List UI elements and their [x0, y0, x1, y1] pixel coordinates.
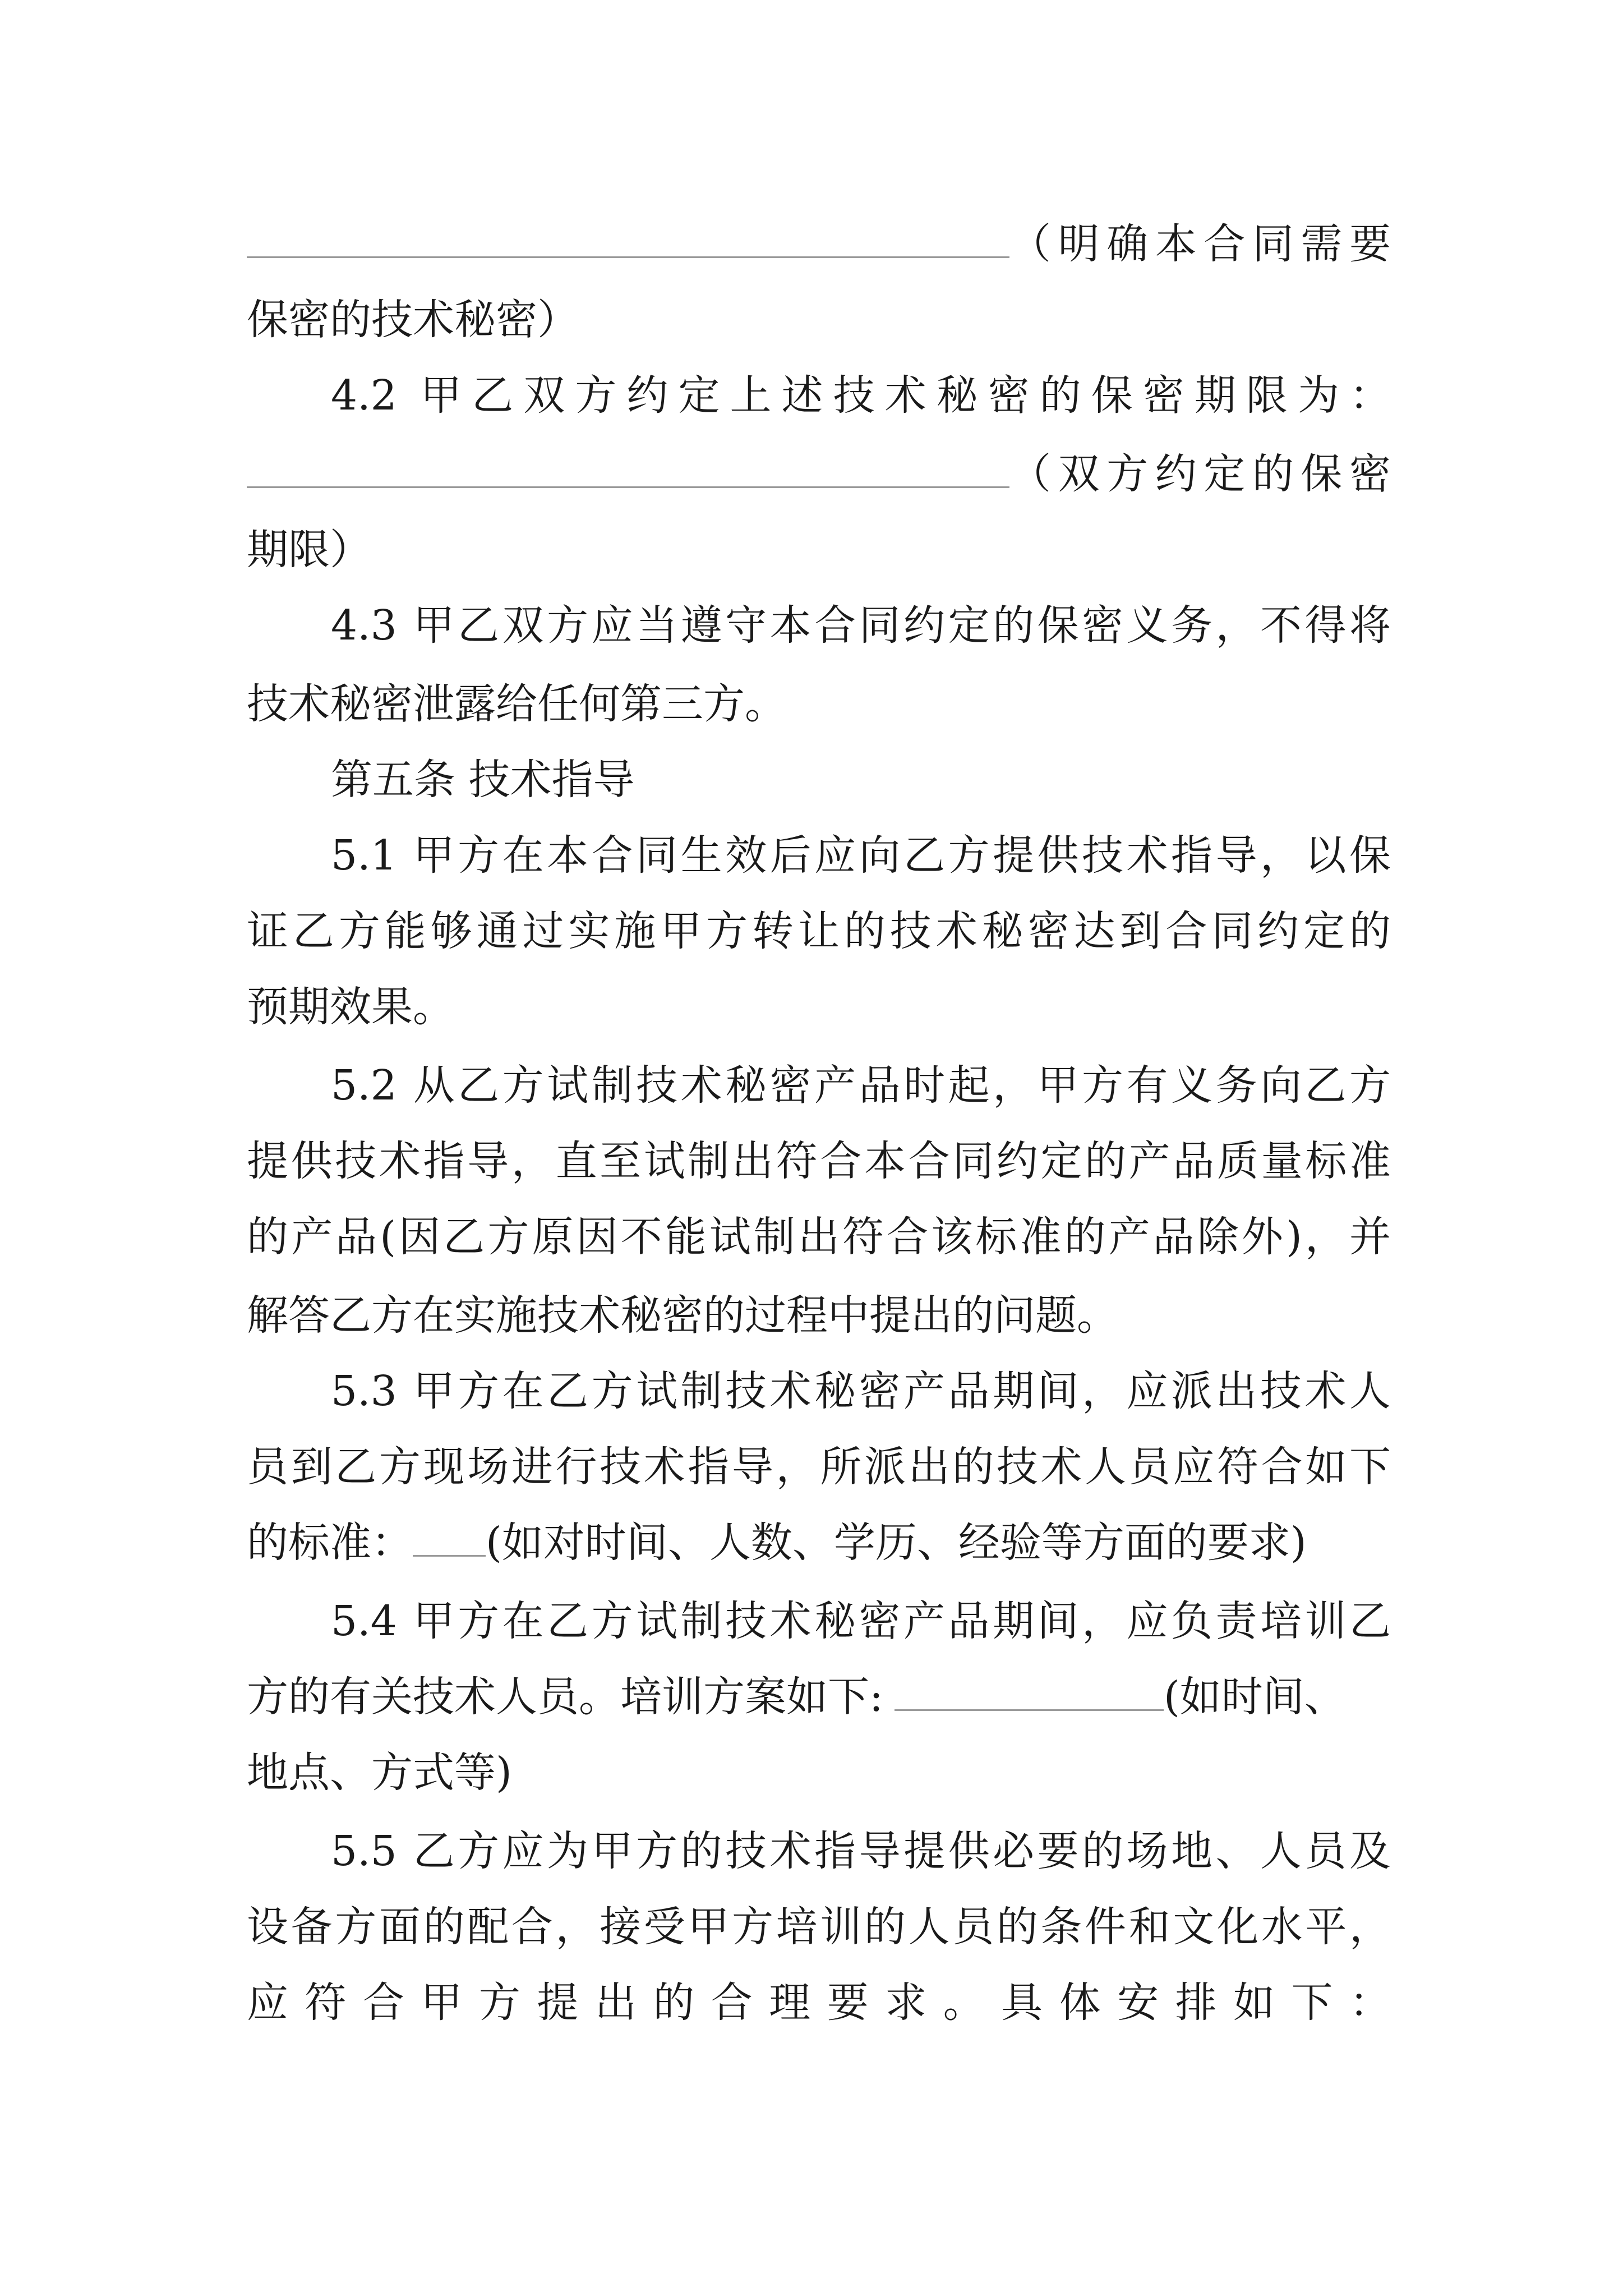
line-3: 4.2 甲乙双方约定上述技术秘密的保密期限为：: [331, 371, 1391, 420]
line-19: 5.4 甲方在乙方试制技术秘密产品期间，应负责培训乙: [331, 1597, 1391, 1645]
blank-field: [413, 1516, 486, 1557]
line-15: 解答乙方在实施技术秘密的过程中提出的问题。: [247, 1291, 1118, 1340]
line-14: 的产品(因乙方原因不能试制出符合该标准的产品除外)，并: [247, 1213, 1391, 1261]
line-4: （双方约定的保密: [247, 443, 1391, 505]
line-21: 地点、方式等): [247, 1749, 512, 1797]
line-9: 5.1 甲方在本合同生效后应向乙方提供技术指导，以保: [331, 831, 1391, 880]
section-heading: 第五条 技术指导: [331, 756, 635, 804]
line-17: 员到乙方现场进行技术指导，所派出的技术人员应符合如下: [247, 1443, 1391, 1491]
line-6: 4.3 甲乙双方应当遵守本合同约定的保密义务，不得将: [331, 601, 1391, 650]
line-13: 提供技术指导，直至试制出符合本合同约定的产品质量标准: [247, 1137, 1391, 1185]
line-2: 保密的技术秘密）: [247, 296, 579, 344]
line-24: 应符合甲方提出的合理要求。具体安排如下：: [247, 1978, 1391, 2027]
blank-field: [247, 447, 1009, 488]
line-22: 5.5 乙方应为甲方的技术指导提供必要的场地、人员及: [331, 1827, 1391, 1875]
line-16: 5.3 甲方在乙方试制技术秘密产品期间，应派出技术人: [331, 1367, 1391, 1415]
line-18: 的标准： (如对时间、人数、学历、经验等方面的要求): [247, 1512, 1391, 1573]
line-10: 证乙方能够通过实施甲方转让的技术秘密达到合同约定的: [247, 907, 1391, 955]
line-23: 设备方面的配合，接受甲方培训的人员的条件和文化水平，: [247, 1903, 1391, 1951]
blank-field: [247, 217, 1009, 258]
line-20: 方的有关技术人员。培训方案如下: (如时间、: [247, 1666, 1391, 1728]
blank-field: [895, 1670, 1164, 1711]
line-1: （明确本合同需要: [247, 213, 1391, 275]
line-5: 期限）: [247, 526, 371, 574]
line-11: 预期效果。: [247, 983, 454, 1031]
line-7: 技术秘密泄露给任何第三方。: [247, 680, 786, 728]
line-12: 5.2 从乙方试制技术秘密产品时起，甲方有义务向乙方: [331, 1061, 1391, 1110]
